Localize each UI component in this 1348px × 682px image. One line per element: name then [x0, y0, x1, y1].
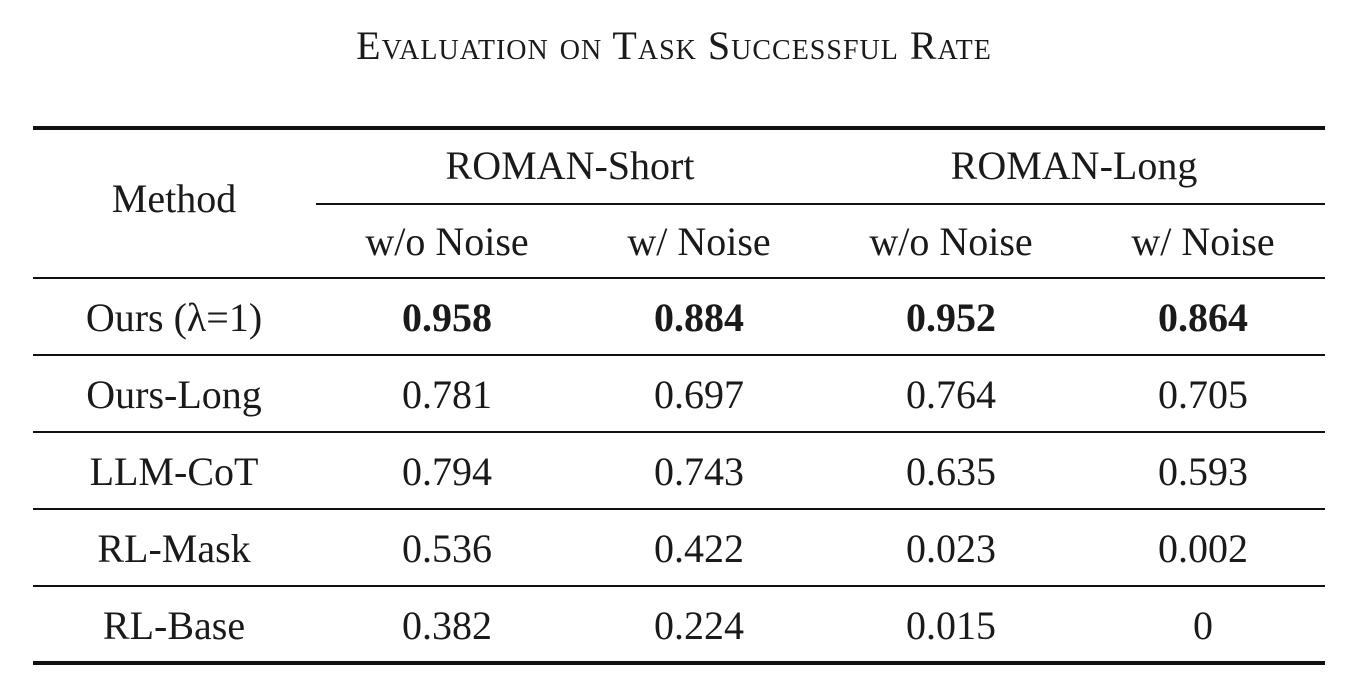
row-method: Ours (λ=1) [85, 295, 263, 340]
row-value: 0.023 [906, 526, 996, 571]
subheader-long-no-noise: w/o Noise [869, 219, 1033, 264]
row-method: RL-Base [102, 603, 246, 648]
row-value: 0.536 [402, 526, 492, 571]
row-value: 0.224 [654, 603, 744, 648]
method-header: Method [111, 176, 237, 221]
group-rule [316, 203, 1325, 205]
subheader-short-noise: w/ Noise [627, 219, 771, 264]
row-value: 0.794 [402, 449, 492, 494]
row-rule-4 [33, 585, 1325, 587]
row-value: 0.864 [1158, 295, 1248, 340]
row-value: 0.781 [402, 372, 492, 417]
row-method: RL-Mask [97, 526, 251, 571]
row-value: 0.884 [654, 295, 744, 340]
row-value: 0.593 [1158, 449, 1248, 494]
group-header-short: ROMAN-Short [445, 143, 695, 188]
row-rule-1 [33, 354, 1325, 356]
row-value: 0 [1193, 603, 1213, 648]
header-rule [33, 277, 1325, 279]
row-method: Ours-Long [86, 372, 262, 417]
row-value: 0.743 [654, 449, 744, 494]
row-value: 0.422 [654, 526, 744, 571]
table-caption: Evaluation on Task Successful Rate [356, 23, 992, 68]
row-value: 0.382 [402, 603, 492, 648]
subheader-short-no-noise: w/o Noise [365, 219, 529, 264]
row-value: 0.705 [1158, 372, 1248, 417]
row-rule-3 [33, 508, 1325, 510]
row-value: 0.958 [402, 295, 492, 340]
subheader-long-noise: w/ Noise [1131, 219, 1275, 264]
row-method: LLM-CoT [89, 449, 259, 494]
row-value: 0.002 [1158, 526, 1248, 571]
row-value: 0.952 [906, 295, 996, 340]
row-rule-2 [33, 431, 1325, 433]
row-value: 0.697 [654, 372, 744, 417]
row-value: 0.764 [906, 372, 996, 417]
top-rule [33, 126, 1325, 130]
row-value: 0.015 [906, 603, 996, 648]
row-value: 0.635 [906, 449, 996, 494]
bottom-rule [33, 661, 1325, 665]
group-header-long: ROMAN-Long [950, 143, 1198, 188]
